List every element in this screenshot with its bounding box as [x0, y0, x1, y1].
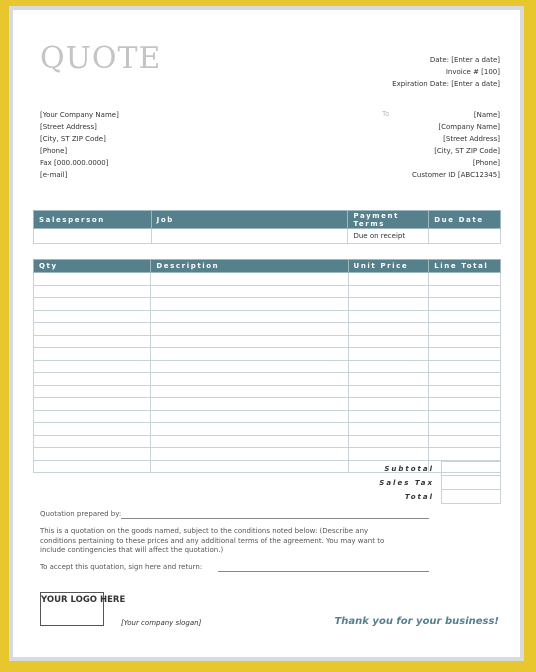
invoice-number[interactable]: Invoice # [100] — [445, 68, 500, 76]
qty-cell[interactable] — [34, 373, 151, 386]
qty-cell[interactable] — [34, 360, 151, 373]
to-name[interactable]: [Name] — [473, 111, 500, 119]
job-info-row — [34, 229, 501, 244]
qty-cell[interactable] — [34, 448, 151, 461]
total-row — [348, 490, 501, 504]
description-cell[interactable] — [151, 398, 348, 411]
qty-cell[interactable] — [34, 273, 151, 286]
header-unit-price: Unit Price — [348, 260, 429, 273]
from-email[interactable]: [e-mail] — [40, 171, 68, 179]
from-company[interactable]: [Your Company Name] — [40, 111, 119, 119]
table-row — [34, 273, 501, 286]
qty-cell[interactable] — [34, 285, 151, 298]
job-cell[interactable] — [151, 229, 348, 244]
description-cell[interactable] — [151, 298, 348, 311]
to-city[interactable]: [City, ST ZIP Code] — [434, 147, 500, 155]
line-total-cell[interactable] — [429, 360, 501, 373]
header-line-total: Line Total — [429, 260, 501, 273]
header-salesperson: Salesperson — [34, 211, 152, 229]
from-address — [40, 109, 119, 181]
total-label: Total — [404, 492, 434, 501]
line-total-cell[interactable] — [429, 298, 501, 311]
sales-tax-value[interactable] — [442, 476, 501, 490]
page-frame — [9, 6, 524, 661]
expiration-date[interactable]: Expiration Date: [Enter a date] — [392, 80, 500, 88]
table-row — [34, 435, 501, 448]
unit-price-cell[interactable] — [348, 373, 429, 386]
header-payment-terms: Payment Terms — [348, 211, 429, 229]
description-cell[interactable] — [151, 435, 348, 448]
description-cell[interactable] — [151, 348, 348, 361]
line-items-header — [34, 260, 501, 273]
prepared-by-line[interactable] — [121, 518, 429, 519]
job-info-header — [34, 211, 501, 229]
unit-price-cell[interactable] — [348, 423, 429, 436]
qty-cell[interactable] — [34, 423, 151, 436]
description-cell[interactable] — [151, 273, 348, 286]
thank-you-message: Thank you for your business! — [334, 616, 499, 627]
logo-placeholder: YOUR LOGO HERE — [40, 592, 104, 626]
unit-price-cell[interactable] — [348, 360, 429, 373]
table-row — [34, 423, 501, 436]
qty-cell[interactable] — [34, 323, 151, 336]
description-cell[interactable] — [151, 423, 348, 436]
from-phone[interactable]: [Phone] — [40, 147, 68, 155]
unit-price-cell[interactable] — [348, 410, 429, 423]
header-job: Job — [151, 211, 348, 229]
unit-price-cell[interactable] — [348, 335, 429, 348]
table-row — [34, 348, 501, 361]
prepared-by-label: Quotation prepared by: — [40, 510, 122, 518]
unit-price-cell[interactable] — [348, 310, 429, 323]
from-city[interactable]: [City, ST ZIP Code] — [40, 135, 106, 143]
qty-cell[interactable] — [34, 410, 151, 423]
table-row — [34, 298, 501, 311]
unit-price-cell[interactable] — [348, 285, 429, 298]
header-due-date: Due Date — [429, 211, 501, 229]
salesperson-cell[interactable] — [34, 229, 152, 244]
from-street[interactable]: [Street Address] — [40, 123, 97, 131]
to-street[interactable]: [Street Address] — [443, 135, 500, 143]
line-total-cell[interactable] — [429, 435, 501, 448]
header-description: Description — [151, 260, 348, 273]
quotation-terms: This is a quotation on the goods named, subject to the conditions noted below: (Describe any conditions pertaining to these prices and any additional terms of the agreement. You may want to include contingencies that will affect the quotation.) — [40, 527, 385, 554]
to-address — [412, 109, 500, 181]
table-row — [34, 373, 501, 386]
accept-label: To accept this quotation, sign here and return: — [40, 563, 203, 571]
qty-cell[interactable] — [34, 385, 151, 398]
qty-cell[interactable] — [34, 298, 151, 311]
payment-terms-cell[interactable]: Due on receipt — [348, 229, 429, 244]
description-cell[interactable] — [151, 310, 348, 323]
description-cell[interactable] — [151, 323, 348, 336]
description-cell[interactable] — [151, 360, 348, 373]
unit-price-cell[interactable] — [348, 298, 429, 311]
to-company[interactable]: [Company Name] — [438, 123, 500, 131]
table-row — [34, 335, 501, 348]
qty-cell[interactable] — [34, 310, 151, 323]
description-cell[interactable] — [151, 385, 348, 398]
table-row — [34, 398, 501, 411]
unit-price-cell[interactable] — [348, 323, 429, 336]
total-value[interactable] — [442, 490, 501, 504]
sales-tax-row — [348, 476, 501, 490]
quote-meta — [392, 54, 500, 90]
to-label: To — [382, 110, 390, 118]
subtotal-label: Subtotal — [384, 464, 434, 473]
subtotal-value[interactable] — [442, 462, 501, 476]
description-cell[interactable] — [151, 410, 348, 423]
description-cell[interactable] — [151, 335, 348, 348]
qty-cell[interactable] — [34, 335, 151, 348]
company-slogan[interactable]: [Your company slogan] — [121, 619, 202, 627]
table-row — [34, 385, 501, 398]
unit-price-cell[interactable] — [348, 385, 429, 398]
header-qty: Qty — [34, 260, 151, 273]
line-total-cell[interactable] — [429, 410, 501, 423]
unit-price-cell[interactable] — [348, 435, 429, 448]
line-total-cell[interactable] — [429, 385, 501, 398]
unit-price-cell[interactable] — [348, 273, 429, 286]
line-total-cell[interactable] — [429, 448, 501, 461]
line-total-cell[interactable] — [429, 335, 501, 348]
line-total-cell[interactable] — [429, 285, 501, 298]
due-date-cell[interactable] — [429, 229, 501, 244]
table-row — [34, 285, 501, 298]
qty-cell[interactable] — [34, 435, 151, 448]
line-total-cell[interactable] — [429, 423, 501, 436]
description-cell[interactable] — [151, 448, 348, 461]
qty-cell[interactable] — [34, 460, 151, 473]
signature-line[interactable] — [218, 571, 429, 572]
table-row — [34, 360, 501, 373]
totals-table — [348, 461, 501, 504]
line-total-cell[interactable] — [429, 310, 501, 323]
page-title: QUOTE — [40, 41, 162, 76]
customer-id[interactable]: Customer ID [ABC12345] — [412, 171, 500, 179]
table-row — [34, 410, 501, 423]
qty-cell[interactable] — [34, 348, 151, 361]
from-fax[interactable]: Fax [000.000.0000] — [40, 159, 109, 167]
line-total-cell[interactable] — [429, 323, 501, 336]
description-cell[interactable] — [151, 285, 348, 298]
sales-tax-label: Sales Tax — [379, 478, 434, 487]
subtotal-row — [348, 462, 501, 476]
line-total-cell[interactable] — [429, 398, 501, 411]
quote-date[interactable]: Date: [Enter a date] — [429, 56, 500, 64]
job-info-table — [33, 210, 501, 244]
table-row — [34, 310, 501, 323]
table-row — [34, 448, 501, 461]
table-row — [34, 323, 501, 336]
line-items-table — [33, 259, 501, 473]
unit-price-cell[interactable] — [348, 448, 429, 461]
line-total-cell[interactable] — [429, 373, 501, 386]
qty-cell[interactable] — [34, 398, 151, 411]
description-cell[interactable] — [151, 373, 348, 386]
unit-price-cell[interactable] — [348, 398, 429, 411]
line-total-cell[interactable] — [429, 273, 501, 286]
description-cell[interactable] — [151, 460, 348, 473]
line-total-cell[interactable] — [429, 348, 501, 361]
to-phone[interactable]: [Phone] — [472, 159, 500, 167]
quote-page — [13, 10, 520, 657]
unit-price-cell[interactable] — [348, 348, 429, 361]
